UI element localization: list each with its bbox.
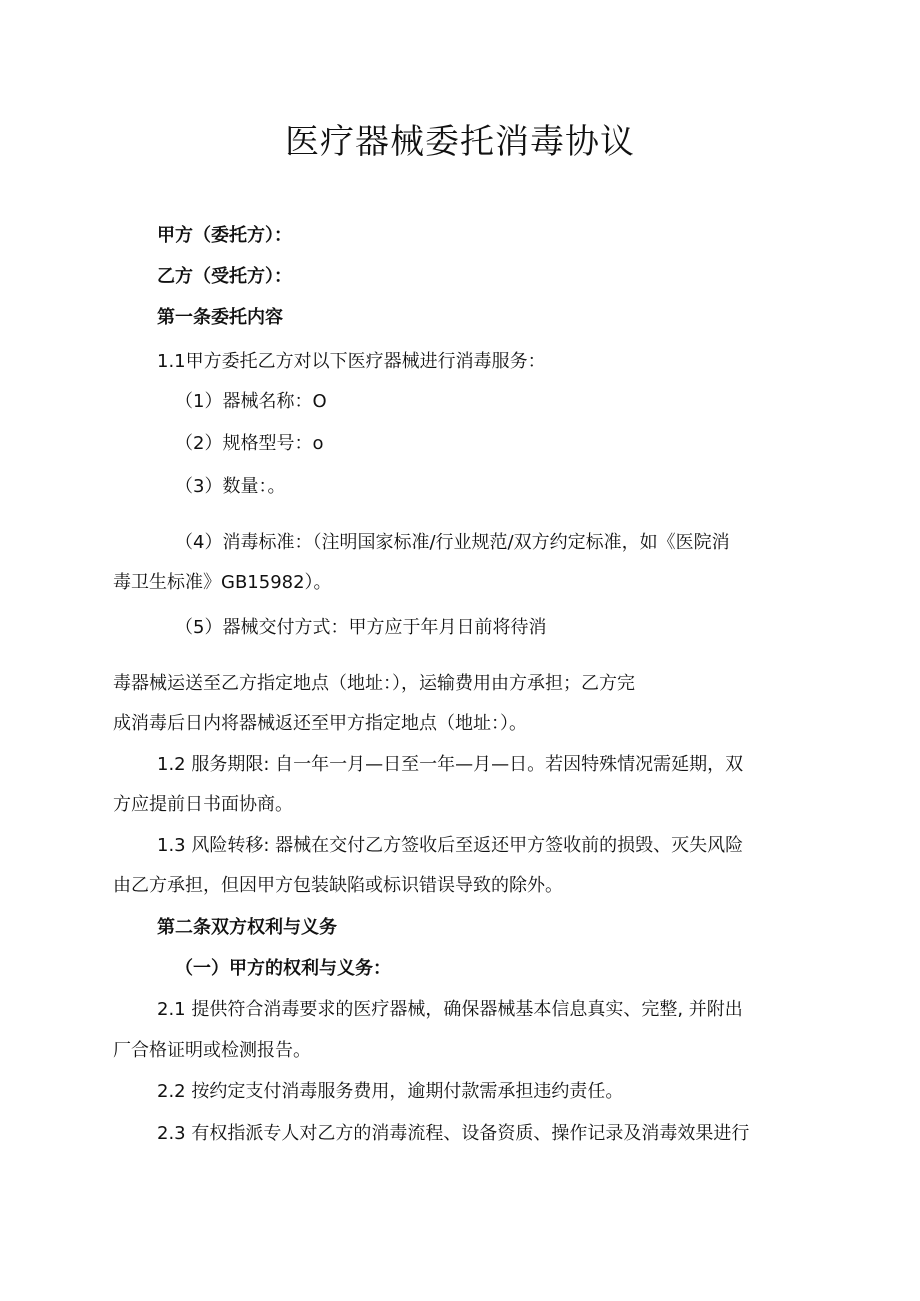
item-1-device-name: （1）器械名称：O [175, 391, 327, 412]
item-3-quantity: （3）数量：。 [175, 476, 286, 497]
article-2-heading: 第二条双方权利与义务 [157, 917, 337, 938]
item-4-standard-cont: 毒卫生标准》GB15982）。 [113, 572, 332, 593]
clause-1-2-cont: 方应提前日书面协商。 [113, 794, 293, 815]
clause-2-1-cont: 厂合格证明或检测报告。 [113, 1040, 311, 1061]
item-4-standard: （4）消毒标准：（注明国家标准/行业规范/双方约定标准，如《医院消 [175, 532, 730, 553]
document-title: 医疗器械委托消毒协议 [285, 122, 635, 162]
item-5-delivery-cont-1: 毒器械运送至乙方指定地点（地址：），运输费用由方承担；乙方完 [113, 673, 635, 694]
clause-1-2: 1.2 服务期限: 自一年一月—日至一年—月—日。若因特殊情况需延期，双 [157, 754, 744, 775]
clause-2-2: 2.2 按约定支付消毒服务费用，逾期付款需承担违约责任。 [157, 1081, 624, 1102]
clause-2-3: 2.3 有权指派专人对乙方的消毒流程、设备资质、操作记录及消毒效果进行 [157, 1123, 750, 1144]
party-a-rights-heading: （一）甲方的权利与义务： [175, 958, 391, 979]
clause-1-3-cont: 由乙方承担，但因甲方包装缺陷或标识错误导致的除外。 [113, 875, 563, 896]
item-2-model: （2）规格型号：o [175, 433, 324, 454]
article-1-heading: 第一条委托内容 [157, 307, 283, 328]
clause-1-3: 1.3 风险转移: 器械在交付乙方签收后至返还甲方签收前的损毁、灭失风险 [157, 835, 744, 856]
item-5-delivery-cont-2: 成消毒后日内将器械返还至甲方指定地点（地址：）。 [113, 713, 527, 734]
party-a-line: 甲方（委托方）： [157, 225, 292, 246]
clause-2-1: 2.1 提供符合消毒要求的医疗器械，确保器械基本信息真实、完整, 并附出 [157, 999, 743, 1020]
party-b-line: 乙方（受托方）： [157, 266, 292, 287]
item-5-delivery: （5）器械交付方式：甲方应于年月日前将待消 [175, 617, 547, 638]
clause-1-1: 1.1甲方委托乙方对以下医疗器械进行消毒服务： [157, 351, 546, 372]
